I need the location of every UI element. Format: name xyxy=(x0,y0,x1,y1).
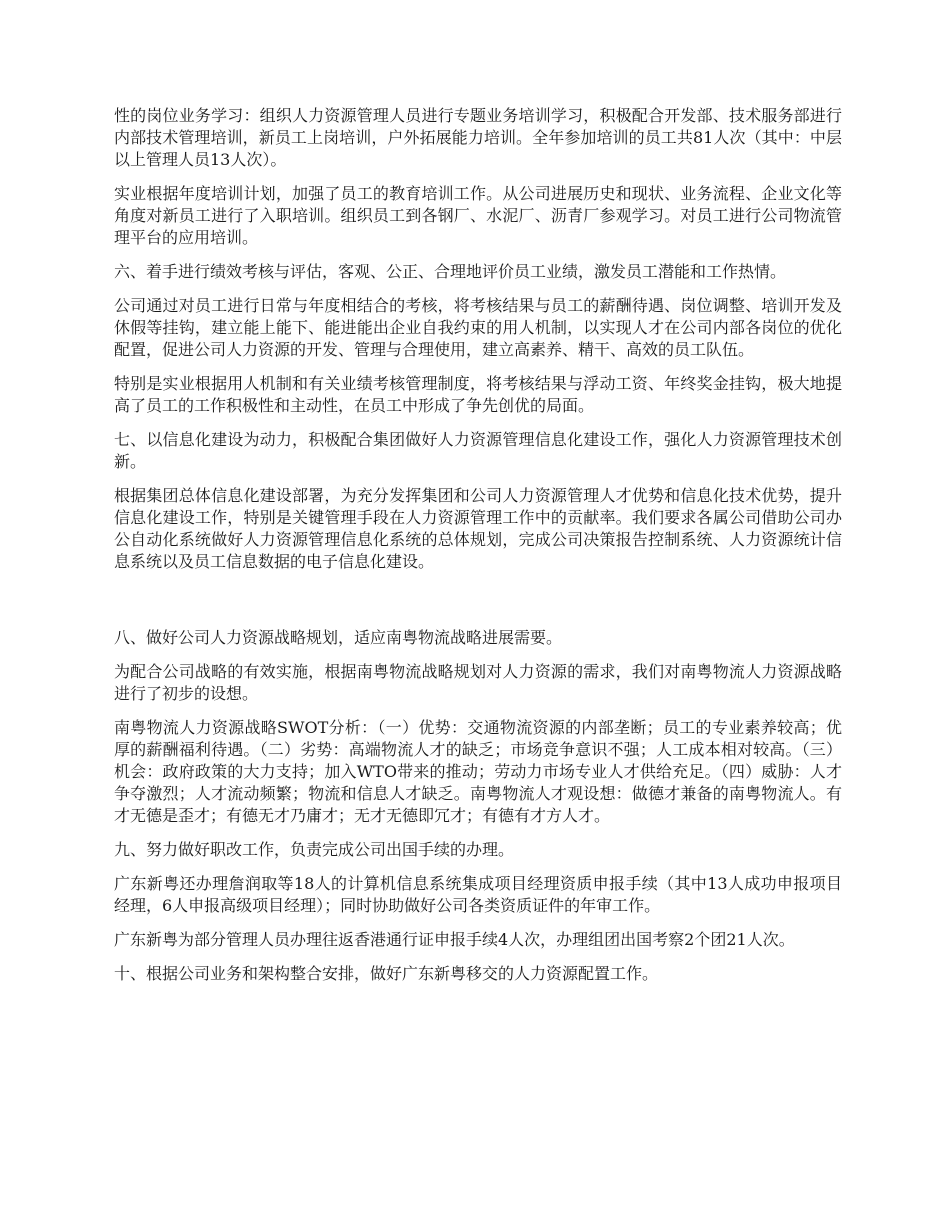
paragraph-qualification: 广东新粤还办理詹润取等18人的计算机信息系统集成项目经理资质申报手续（其中13人成功申报项目经理，6人申报高级项目经理）；同时协助做好公司各类资质证件的年审工作。 xyxy=(114,874,842,915)
paragraph-informatization: 根据集团总体信息化建设部署，为充分发挥集团和公司人力资源管理人才优势和信息化技术优势，提升信息化建设工作，特别是关键管理手段在人力资源管理工作中的贡献率。我们要求各属公司借助公司办公自动化系统做好人力资源管理信息化系统的总体规划，完成公司决策报告控制系统、人力资源统计信息系统以及员工信息数据的电子信息化建设。 xyxy=(114,486,842,571)
paragraph-travel-permits: 广东新粤为部分管理人员办理往返香港通行证申报手续4人次，办理组团出国考察2个团21人次。 xyxy=(114,930,795,949)
paragraph-swot-analysis: 南粤物流人力资源战略SWOT分析：（一）优势：交通物流资源的内部垄断；员工的专业素养较高；优厚的薪酬福利待遇。（二）劣势：高端物流人才的缺乏；市场竞争意识不强；人工成本相对较高。（三）机会：政府政策的大力支持；加入WTO带来的推动；劳动力市场专业人才供给充足。（四）威胁：人才争夺激烈；人才流动频繁；物流和信息人才缺乏。南粤物流人才观设想：做德才兼备的南粤物流人。有才无德是歪才；有德无才乃庸才；无才无德即冗才；有德有才方人才。 xyxy=(114,718,842,825)
heading-section-seven: 七、以信息化建设为动力，积极配合集团做好人力资源管理信息化建设工作，强化人力资源管理技术创新。 xyxy=(114,430,842,471)
paragraph-strategy-intro: 为配合公司战略的有效实施，根据南粤物流战略规划对人力资源的需求，我们对南粤物流人力资源战略进行了初步的设想。 xyxy=(114,662,842,703)
document-page xyxy=(114,105,842,997)
heading-section-ten: 十、根据公司业务和架构整合安排，做好广东新粤移交的人力资源配置工作。 xyxy=(114,964,659,983)
paragraph-assessment-mechanism: 公司通过对员工进行日常与年度相结合的考核，将考核结果与员工的薪酬待遇、岗位调整、培训开发及休假等挂钩，建立能上能下、能进能出企业自我约束的用人机制，以实现人才在公司内部各岗位的优化配置，促进公司人力资源的开发、管理与合理使用，建立高素养、精干、高效的员工队伍。 xyxy=(114,296,842,359)
heading-section-six: 六、着手进行绩效考核与评估，客观、公正、合理地评价员工业绩，激发员工潜能和工作热情。 xyxy=(114,262,787,281)
heading-section-nine: 九、努力做好职改工作，负责完成公司出国手续的办理。 xyxy=(114,840,515,859)
section-gap xyxy=(114,585,842,627)
heading-section-eight: 八、做好公司人力资源战略规划，适应南粤物流战略进展需要。 xyxy=(114,628,563,647)
paragraph-onboarding-training: 实业根据年度培训计划，加强了员工的教育培训工作。从公司进展历史和现状、业务流程、企业文化等角度对新员工进行了入职培训。组织员工到各钢厂、水泥厂、沥青厂参观学习。对员工进行公司物流管理平台的应用培训。 xyxy=(114,184,842,247)
paragraph-training-summary: 性的岗位业务学习：组织人力资源管理人员进行专题业务培训学习，积极配合开发部、技术服务部进行内部技术管理培训，新员工上岗培训，户外拓展能力培训。全年参加培训的员工共81人次（其中：中层以上管理人员13人次）。 xyxy=(114,106,842,169)
paragraph-performance-bonus: 特别是实业根据用人机制和有关业绩考核管理制度，将考核结果与浮动工资、年终奖金挂钩，极大地提高了员工的工作积极性和主动性，在员工中形成了争先创优的局面。 xyxy=(114,374,842,415)
